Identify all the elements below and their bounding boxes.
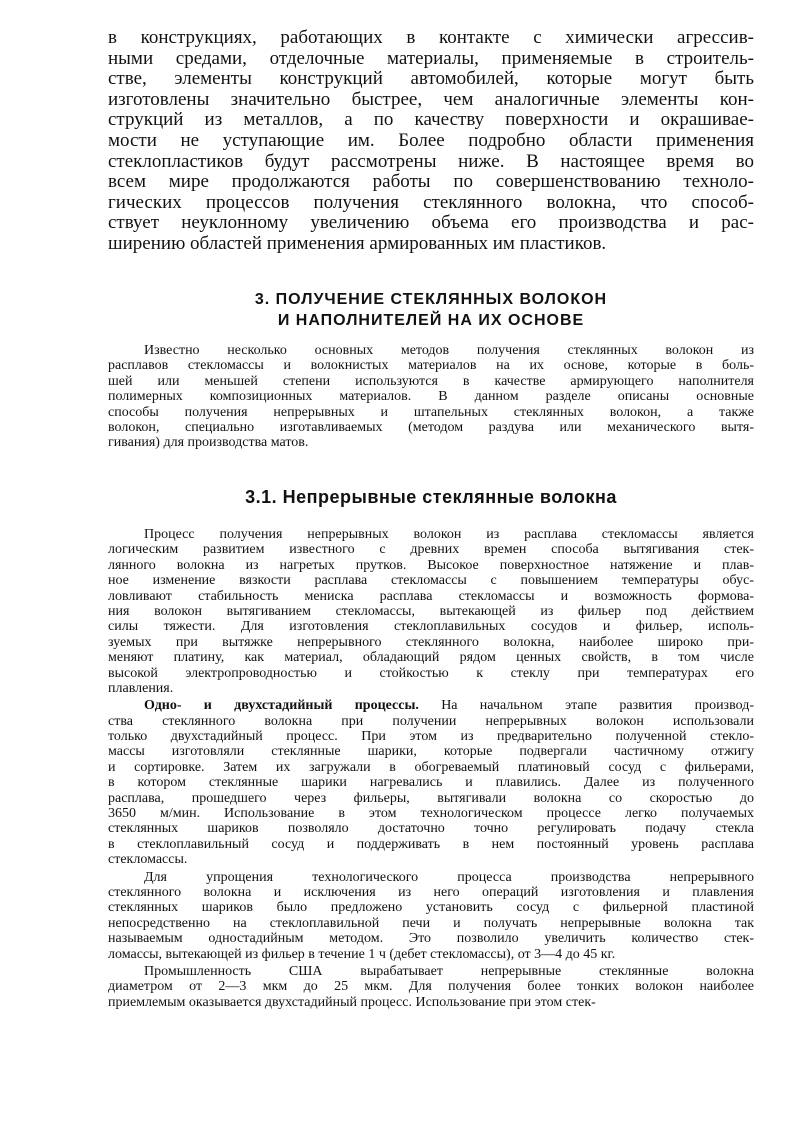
text-line: расплава, прошедшего через фильеры, вытягивали волокна со скоростью до — [108, 790, 754, 806]
paragraph — [108, 964, 754, 1010]
text-line: ства стеклянного волокна при получении непрерывных волокон использовали — [108, 713, 754, 729]
chapter-heading-line: 3. ПОЛУЧЕНИЕ СТЕКЛЯННЫХ ВОЛОКОН — [254, 291, 608, 308]
text-line: зуемых при вытяжке непрерывного стеклянного волокна, наиболее широко при- — [108, 634, 754, 650]
text-line: ствует неуклонному увеличению объема его производства и рас- — [108, 213, 754, 234]
section-body — [108, 527, 754, 1012]
text-line: способы получения непрерывных и штапельных стеклянных волокон, а также — [108, 404, 754, 420]
text-line: стве, элементы конструкций автомобилей, которые могут быть — [108, 69, 754, 90]
text-line: меняют платину, как материал, обладающий рядом ценных свойств, в том числе — [108, 650, 754, 666]
text-line: всем мире продолжаются работы по совершенствованию техноло- — [108, 172, 754, 193]
text-line: стеклопластиков будут рассмотрены ниже. В настоящее время во — [108, 151, 754, 172]
text-line: диаметром от 2—3 мкм до 25 мкм. Для получения более тонких волокон наиболее — [108, 979, 754, 995]
paragraph — [108, 698, 754, 867]
text-line: 3650 м/мин. Использование в этом технологическом процессе легко получаемых — [108, 806, 754, 822]
text-line: полимерных композиционных материалов. В данном разделе описаны основные — [108, 389, 754, 405]
text-line: плавления. — [108, 680, 174, 696]
text-line: волокон, специально изготавливаемых (методом раздува или механического вытя- — [108, 419, 754, 435]
text-line: стеклянных шариков было предложено установить сосуд с фильерной пластиной — [108, 900, 754, 916]
text-line: ния волокон вытягиванием стекломассы, вытекающей из фильер под действием — [108, 603, 754, 619]
text-line: расплавов стекломассы и волокнистых материалов на их основе, которые в боль- — [108, 358, 754, 374]
text-line: непосредственно на стеклоплавильной печи и получать непрерывные волокна так — [108, 915, 754, 931]
text-line: Известно несколько основных методов получения стеклянных волокон из — [144, 343, 754, 358]
text-line: ломассы, вытекающей из фильер в течение 1 ч (дебет стекломассы), от 3—4 до 45 кг. — [108, 946, 616, 962]
text-line: и сортировке. Затем их загружали в обогреваемый платиновый сосуд с фильерами, — [108, 759, 754, 775]
text-line: струкций из металлов, а по качеству поверхности и окрашивае- — [108, 110, 754, 131]
text-line: Промышленность США вырабатывает непрерывные стеклянные волокна — [144, 963, 754, 979]
text-line: изготовлены значительно быстрее, чем аналогичные элементы кон- — [108, 89, 754, 110]
text-line: приемлемым оказывается двухстадийный процесс. Использование при этом стек- — [108, 994, 596, 1010]
text-line: гивания) для производства матов. — [108, 435, 309, 451]
text-line: логическим развитием известного с древних времен способа вытягивания стек- — [108, 542, 754, 558]
text-line: в конструкциях, работающих в контакте с химически агрессив- — [108, 28, 754, 48]
text-line: ными средами, отделочные материалы, применяемые в строитель- — [108, 48, 754, 69]
text-line: ловливают стабильность мениска расплава стекломассы и возможность формова- — [108, 588, 754, 604]
text-line: только двухстадийный процесс. При этом из предварительно полученной стекло- — [108, 729, 754, 745]
text-line: Процесс получения непрерывных волокон из расплава стекломассы является — [144, 527, 754, 542]
chapter-heading-line: И НАПОЛНИТЕЛЕЙ НА ИХ ОСНОВЕ — [277, 312, 585, 329]
text-line: лянного волокна из нагретых прутков. Высокое поверхностное натяжение и плав- — [108, 557, 754, 573]
text-line: называемым одностадийным методом. Это позволило увеличить количество стек- — [108, 931, 754, 947]
text-line: шей или меньшей степени используются в качестве армирующего наполнителя — [108, 373, 754, 389]
chapter-intro — [108, 343, 754, 451]
text-line: Одно- и двухстадийный процессы. На начальном этапе развития производ- — [144, 698, 754, 714]
text-line: гических процессов получения стеклянного волокна, что способ- — [108, 192, 754, 213]
paragraph — [108, 527, 754, 696]
paragraph — [108, 870, 754, 962]
text-line: высокой электропроводностью и стойкостью к стеклу при температурах его — [108, 665, 754, 681]
text-line: в котором стеклянные шарики нагревались и плавились. Далее из полученного — [108, 775, 754, 791]
run-in-heading: Одно- и двухстадийный процессы. — [144, 698, 419, 714]
text-line: стеклянного волокна и исключения из него операций изготовления и плавления — [108, 884, 754, 900]
text-line: ное изменение вязкости расплава стекломассы с повышением температуры обус- — [108, 573, 754, 589]
text-line: мости не уступающие им. Более подробно области применения — [108, 130, 754, 151]
text-line: Для упрощения технологического процесса производства непрерывного — [144, 869, 754, 885]
text-line: массы изготовляли стеклянные шарики, которые подвергали частичному отжигу — [108, 744, 754, 760]
text-line: стеклянных шариков позволяло достаточно точно регулировать подачу стекла — [108, 821, 754, 837]
text-line: ширению областей применения армированных им пластиков. — [108, 233, 607, 254]
section-heading: 3.1. Непрерывные стеклянные волокна — [245, 487, 617, 507]
continuation-paragraph — [108, 28, 754, 255]
text-line: в стеклоплавильный сосуд и поддерживать в нем постоянный уровень расплава — [108, 836, 754, 852]
text-line: силы тяжести. Для изготовления стеклоплавильных сосудов и фильер, исполь- — [108, 619, 754, 635]
chapter-heading — [108, 289, 754, 331]
text-line: стекломассы. — [108, 852, 188, 868]
